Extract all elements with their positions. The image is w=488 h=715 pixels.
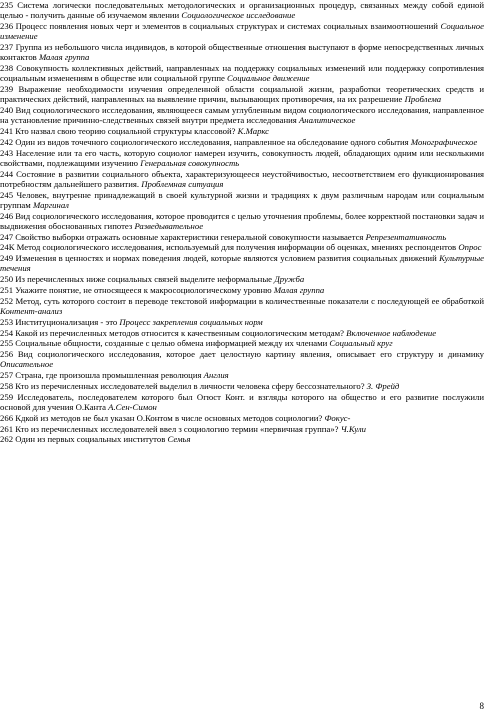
question-entry <box>0 0 484 20</box>
question-number: 237 <box>0 42 14 52</box>
answer-text: Социологическое исследование <box>181 10 296 21</box>
answer-text: Малая группа <box>38 52 90 63</box>
question-number: 245 <box>0 189 14 200</box>
question-text: Институционализация - это <box>15 316 118 327</box>
question-text: Человек, внутренне принадлежащий в своей культурной жизни и традициях к двум различным народам или социальным группам <box>0 189 484 210</box>
question-number: 255 <box>0 338 14 349</box>
question-number: 244 <box>0 168 14 179</box>
question-text: Социальные общности, созданные с целью обмена информацией между их членами <box>15 338 328 349</box>
question-entry <box>0 338 484 348</box>
question-entry <box>0 349 484 369</box>
question-text: Состояние в развитии социального объекта, характеризующееся неустойчивостью, несоответствием его функционирования потребностям дальнейшего развития. <box>0 168 485 189</box>
question-number: 251 <box>0 284 14 295</box>
answer-text: Социальное движение <box>227 73 310 84</box>
question-text: Процесс появления новых черт и элементов в социальных структурах и системах социальных взаимоотношений <box>15 21 438 31</box>
answer-text: Контент-анализ <box>0 305 63 316</box>
answer-text: Процесс закрепления социальных норм <box>119 316 263 327</box>
answer-text: Маргинал <box>32 199 69 210</box>
question-text: Кто из перечисленных исследователей выделил в личности человека сферу бессознательного? <box>15 380 365 391</box>
question-entry <box>0 232 484 242</box>
question-entry <box>0 434 484 444</box>
answer-text: Семья <box>167 434 191 445</box>
question-number: 236 <box>0 21 14 31</box>
answer-text: Ч.Кули <box>340 423 366 434</box>
question-number: 243 <box>0 147 14 158</box>
page-number: 8 <box>479 701 484 711</box>
answer-text: Монографическое <box>410 136 478 147</box>
question-entry <box>0 169 484 189</box>
answer-text: Социальный круг <box>329 338 393 349</box>
question-entry <box>0 392 484 412</box>
question-entry <box>0 370 484 380</box>
question-entry <box>0 126 484 136</box>
question-number: 246 <box>0 210 14 221</box>
question-number: 242 <box>0 136 14 147</box>
question-text: Исследователь, последователем которого был Огюст Конт. и взгляды которого на общество и его развитие послужили основой для учения О.Канта <box>0 391 484 412</box>
question-entry <box>0 242 484 252</box>
answer-text: Культурные течения <box>0 253 485 274</box>
question-text: Совокупность коллективных действий, направленных на поддержку социальных изменений или поддержку сопротивления социальным изменениям в обществе или социальной группе <box>0 63 484 84</box>
question-entry <box>0 84 484 104</box>
question-entry <box>0 21 484 41</box>
question-entry <box>0 148 484 168</box>
question-number: 261 <box>0 423 14 434</box>
question-number: 249 <box>0 253 14 264</box>
answer-text: Проблема <box>404 94 442 105</box>
question-entry <box>0 105 484 125</box>
question-text: Вид социологического исследования, являющееся самым углубленным видом социологического исследования, направленное на установление причинно-следственных связей внутри предмета исследования <box>0 105 484 126</box>
answer-text: Социальное изменение <box>0 21 484 42</box>
question-number: 259 <box>0 391 14 402</box>
question-number: 253 <box>0 316 14 327</box>
question-text: Укажите понятие, не относящееся к макросоциологическому уровню <box>15 284 272 295</box>
question-text: Кто из перечисленных исследователей ввел з социологию термин «первичная группа»? <box>15 423 339 434</box>
question-number: 262 <box>0 434 14 445</box>
question-text: Страна, где произошла промышленная революция <box>15 370 202 381</box>
answer-text: Малая группа <box>273 284 325 295</box>
answer-text: Фокус- <box>324 412 351 423</box>
question-number: 266 <box>0 412 14 423</box>
answer-text: Англия <box>203 370 229 381</box>
question-text: Группа из небольшого числа индивидов, в которой общественные отношения выступают в форме непосредственных личных контактов <box>0 42 484 63</box>
question-number: 257 <box>0 370 14 381</box>
question-entry <box>0 328 484 338</box>
question-text: Вид социологического исследования, которое проводится с целью уточнения проблемы, более корректной постановки задач и выдвижения обоснованных гипотез <box>0 210 484 231</box>
question-text: Кто назвал свою теорию социальной структуры классовой? <box>15 126 236 136</box>
question-text: Свойство выборки отражать основные характеристики генеральной совокупности называется <box>15 231 364 242</box>
question-text: Население или та его часть, которую социолог намерен изучить, совокупность людей, обладающих одним или несколькими свойствами, подлежащими изучению <box>0 147 485 168</box>
question-number: 235 <box>0 0 14 10</box>
question-entry <box>0 285 484 295</box>
answer-text: Дружба <box>274 274 305 285</box>
question-number: 24К <box>0 242 15 253</box>
question-entry <box>0 137 484 147</box>
question-text: Вид социологического исследования, которое дает целостную картину явления, описывает его структуру и динамику <box>17 349 485 360</box>
question-entry <box>0 253 484 273</box>
answer-text: Описательное <box>0 359 54 370</box>
question-number: 254 <box>0 327 14 338</box>
question-entry <box>0 190 484 210</box>
question-text: Один из видов точечного социологического исследования, направленное на обследование одного события <box>15 136 409 147</box>
answer-text: Опрос <box>458 242 482 253</box>
question-text: Кдкой из методов не был указан О.Контом в числе основных методов социологии? <box>15 412 323 423</box>
answer-text: Генеральная совокупность <box>140 157 240 168</box>
answer-text: К.Маркс <box>237 126 270 136</box>
question-entry <box>0 296 484 316</box>
question-number: 247 <box>0 231 14 242</box>
question-entry <box>0 274 484 284</box>
question-text: Один из первых социальных институтов <box>15 434 166 445</box>
question-number: 239 <box>0 84 14 94</box>
question-entry <box>0 424 484 434</box>
question-entry <box>0 381 484 391</box>
question-text: Изменения в ценностях и нормах поведения людей, которые являются условием развития социальных движений <box>15 253 437 264</box>
question-text: Какой из перечисленных методов относится к качественным социологическим методам? <box>15 327 344 338</box>
question-text: Метод социологического исследования, используемый для получения информации об оценках, мнениях респондентов <box>16 242 457 253</box>
question-number: 252 <box>0 295 14 306</box>
answer-text: Разведывательное <box>134 220 204 231</box>
question-number: 241 <box>0 126 14 136</box>
question-number: 250 <box>0 274 14 285</box>
question-entry <box>0 63 484 83</box>
question-text: Метод, суть которого состоит в переводе текстовой информации в количественные показатели с последующей ее обработкой <box>15 295 485 306</box>
question-number: 256 <box>0 349 14 360</box>
answer-text: Репрезентативность <box>365 231 447 242</box>
answer-text: З. Фрейд <box>366 380 400 391</box>
answer-text: Включенное наблюдение <box>346 327 437 338</box>
answer-text: А.Сен-Симон <box>108 401 157 412</box>
question-number: 240 <box>0 105 14 115</box>
question-number: 258 <box>0 380 14 391</box>
answer-text: Проблемная ситуация <box>141 178 224 189</box>
question-text: Из перечисленных ниже социальных связей выделите неформальные <box>15 274 273 285</box>
question-entry <box>0 413 484 423</box>
question-text: Система логически последовательных методологических и организационных процедур, связанных между собой единой целью - получить данные об изучаемом явлении <box>0 0 484 21</box>
question-text: Выражение необходимости изучения определенной области социальной жизни, разработки теоретических средств и практических действий, направленных на выявление причин, вызывающих противоречия, на их разрешение <box>0 84 484 105</box>
question-entry <box>0 317 484 327</box>
question-entry <box>0 42 484 62</box>
answer-text: Аналитическое <box>298 115 356 126</box>
question-number: 238 <box>0 63 14 73</box>
question-entry <box>0 211 484 231</box>
